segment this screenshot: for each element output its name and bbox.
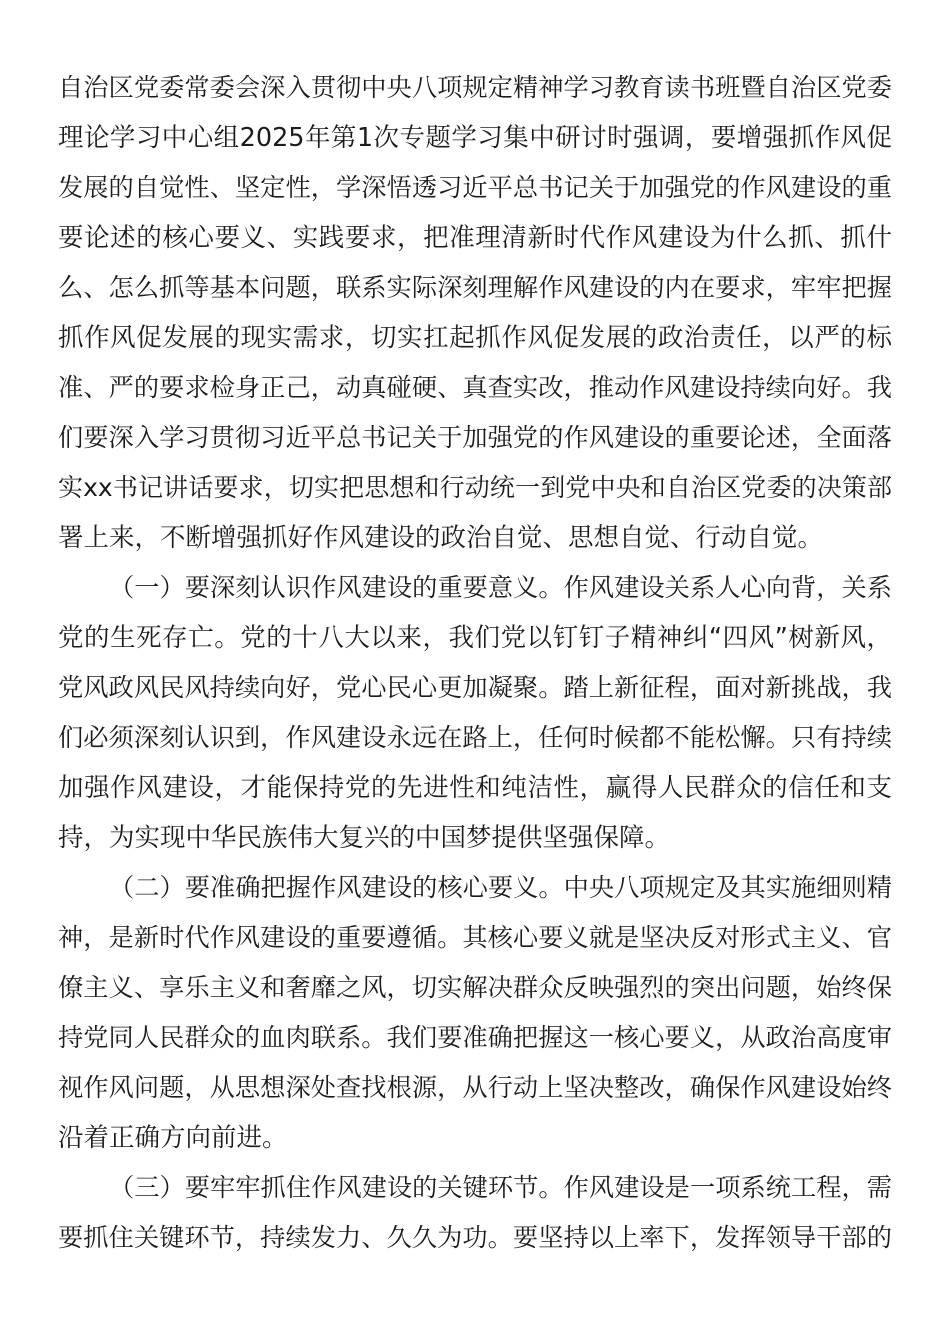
text-line: 们必须深刻认识到，作风建设永远在路上，任何时候都不能松懈。只有持续 (58, 723, 892, 752)
text-line: 们要深入学习贯彻习近平总书记关于加强党的作风建设的重要论述，全面落 (58, 423, 892, 452)
text-line: 沿着正确方向前进。 (58, 1123, 288, 1153)
text-line: 要抓住关键环节，持续发力、久久为功。要坚持以上率下，发挥领导干部的 (58, 1223, 892, 1252)
text-line: 署上来，不断增强抓好作风建设的政治自觉、思想自觉、行动自觉。 (58, 523, 824, 553)
text-line: 视作风问题，从思想深处查找根源，从行动上坚决整改，确保作风建设始终 (58, 1073, 892, 1102)
section-heading-line: （一）要深刻认识作风建设的重要意义。作风建设关系人心向背，关系 (109, 573, 892, 602)
text-line: 自治区党委常委会深入贯彻中央八项规定精神学习教育读书班暨自治区党委 (58, 73, 892, 102)
text-line: 理论学习中心组2025年第1次专题学习集中研讨时强调，要增强抓作风促 (58, 123, 892, 153)
text-line: 抓作风促发展的现实需求，切实扛起抓作风促发展的政治责任，以严的标 (58, 323, 892, 353)
text-line: 持党同人民群众的血肉联系。我们要准确把握这一核心要义，从政治高度审 (58, 1023, 892, 1052)
text-line: 僚主义、享乐主义和奢靡之风，切实解决群众反映强烈的突出问题，始终保 (58, 973, 892, 1002)
text-line: 么、怎么抓等基本问题，联系实际深刻理解作风建设的内在要求，牢牢把握 (58, 273, 892, 302)
text-line: 准、严的要求检身正己，动真碰硬、真查实改，推动作风建设持续向好。我 (58, 373, 892, 402)
text-line: 持，为实现中华民族伟大复兴的中国梦提供坚强保障。 (58, 823, 671, 853)
text-line: 实xx书记讲话要求，切实把思想和行动统一到党中央和自治区党委的决策部 (58, 473, 892, 502)
text-line: 发展的自觉性、坚定性，学深悟透习近平总书记关于加强党的作风建设的重 (58, 173, 892, 202)
section-heading-line: （三）要牢牢抓住作风建设的关键环节。作风建设是一项系统工程，需 (109, 1173, 892, 1202)
text-line: 党风政风民风持续向好，党心民心更加凝聚。踏上新征程，面对新挑战，我 (58, 673, 892, 702)
text-line: 党的生死存亡。党的十八大以来，我们党以钉钉子精神纠“四风”树新风， (58, 623, 892, 653)
text-line: 神，是新时代作风建设的重要遵循。其核心要义就是坚决反对形式主义、官 (58, 923, 892, 952)
section-heading-line: （二）要准确把握作风建设的核心要义。中央八项规定及其实施细则精 (109, 873, 892, 902)
text-line: 加强作风建设，才能保持党的先进性和纯洁性，赢得人民群众的信任和支 (58, 773, 892, 803)
text-line: 要论述的核心要义、实践要求，把准理清新时代作风建设为什么抓、抓什 (58, 223, 892, 253)
